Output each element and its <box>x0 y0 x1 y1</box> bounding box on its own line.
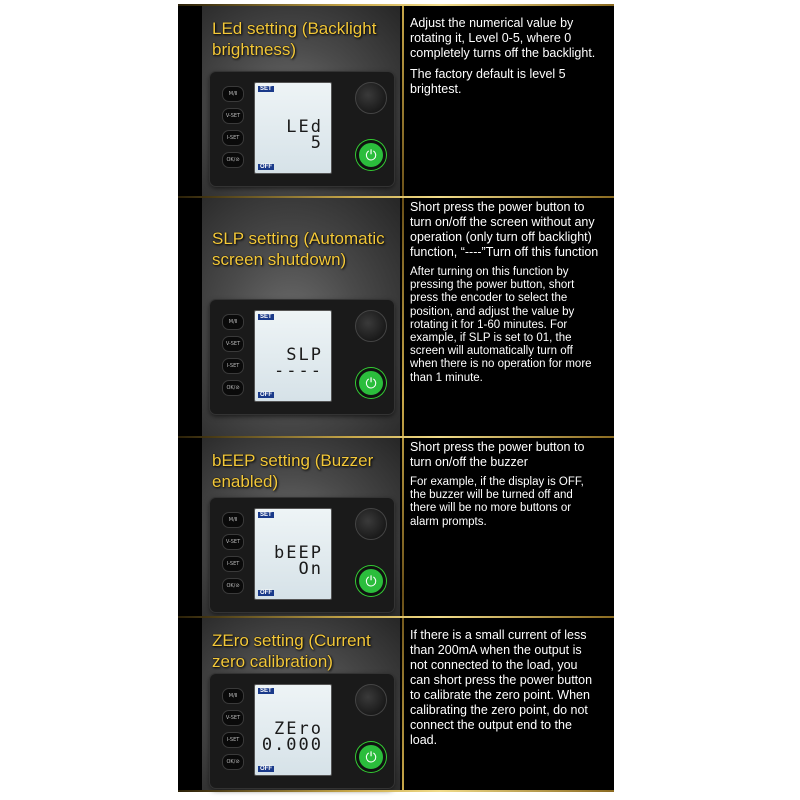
section-image-led <box>202 6 400 196</box>
description-paragraph: Short press the power button to turn on/off the buzzer <box>410 440 585 469</box>
i-set-button: I-SET <box>222 358 244 374</box>
v-set-button: V-SET <box>222 534 244 550</box>
ok-button: OK/⊘ <box>222 380 244 396</box>
lcd-screen <box>254 508 332 600</box>
description-paragraph: Short press the power button to turn on/off the screen without any operation (only turn off backlight) function, “----”Turn off this function <box>410 200 599 259</box>
section-title: SLP setting (Automatic screen shutdown) <box>212 229 385 269</box>
lcd-line-2: ---- <box>274 361 323 381</box>
lcd-screen <box>254 684 332 776</box>
v-set-button: V-SET <box>222 336 244 352</box>
lcd-line-1: LEd <box>286 117 323 137</box>
description-paragraph: After turning on this function by pressing the power button, short press the encoder to select the position, and adjust the value by rotating it for 1-60 minutes. For example, if SLP is set to 01, the screen will automatically turn off when there is no operation for more than 1 minute. <box>410 266 592 384</box>
device-front-panel <box>210 300 394 414</box>
section-description <box>410 200 600 391</box>
lcd-line-1: SLP <box>286 345 323 365</box>
section-description <box>410 628 600 754</box>
section-image-slp <box>202 198 400 436</box>
section-title: LEd setting (Backlight brightness) <box>212 19 377 59</box>
section-divider <box>178 790 614 792</box>
description-paragraph: If there is a small current of less than 200mA when the output is not connected to the load, you can short press the power button to calibrate the zero point. When calibrating the zero point, do not connect the output end to the load. <box>410 628 593 747</box>
mode-button: M/Ⅱ <box>222 688 244 704</box>
power-icon: ⏻ <box>356 566 386 596</box>
encoder-knob-icon <box>355 684 387 716</box>
device-front-panel <box>210 498 394 612</box>
v-set-button: V-SET <box>222 710 244 726</box>
mode-button: M/Ⅱ <box>222 512 244 528</box>
lcd-line-2: 0.000 <box>261 735 323 755</box>
power-icon: ⏻ <box>356 140 386 170</box>
lcd-line-2: 5 <box>310 133 323 153</box>
off-indicator: OFF <box>260 590 272 596</box>
power-icon: ⏻ <box>356 368 386 398</box>
encoder-knob-icon <box>355 508 387 540</box>
encoder-knob-icon <box>355 82 387 114</box>
description-paragraph: Adjust the numerical value by rotating it, Level 0-5, where 0 completely turns off the backlight. <box>410 16 596 60</box>
i-set-button: I-SET <box>222 556 244 572</box>
description-paragraph: The factory default is level 5 brightest. <box>410 67 566 96</box>
set-indicator: SET <box>260 86 272 92</box>
lcd-line-2: On <box>298 559 323 579</box>
lcd-line-1: ZEro <box>274 719 323 739</box>
device-front-panel <box>210 72 394 186</box>
section-title: ZEro setting (Current zero calibration) <box>212 631 371 671</box>
off-indicator: OFF <box>260 392 272 398</box>
lcd-line-1: bEEP <box>274 543 323 563</box>
mode-button: M/Ⅱ <box>222 314 244 330</box>
i-set-button: I-SET <box>222 732 244 748</box>
set-indicator: SET <box>260 688 272 694</box>
power-icon: ⏻ <box>356 742 386 772</box>
section-description <box>410 440 600 535</box>
set-indicator: SET <box>260 314 272 320</box>
lcd-screen <box>254 310 332 402</box>
ok-button: OK/⊘ <box>222 152 244 168</box>
v-set-button: V-SET <box>222 108 244 124</box>
ok-button: OK/⊘ <box>222 754 244 770</box>
lcd-screen <box>254 82 332 174</box>
column-divider <box>402 4 404 792</box>
off-indicator: OFF <box>260 164 272 170</box>
set-indicator: SET <box>260 512 272 518</box>
device-front-panel <box>210 674 394 788</box>
ok-button: OK/⊘ <box>222 578 244 594</box>
section-title: bEEP setting (Buzzer enabled) <box>212 451 374 491</box>
section-image-beep <box>202 438 400 616</box>
encoder-knob-icon <box>355 310 387 342</box>
section-description <box>410 16 600 103</box>
off-indicator: OFF <box>260 766 272 772</box>
description-paragraph: For example, if the display is OFF, the buzzer will be turned off and there will be no more buttons or alarm prompts. <box>410 476 584 528</box>
mode-button: M/Ⅱ <box>222 86 244 102</box>
i-set-button: I-SET <box>222 130 244 146</box>
section-image-zero <box>202 618 400 790</box>
